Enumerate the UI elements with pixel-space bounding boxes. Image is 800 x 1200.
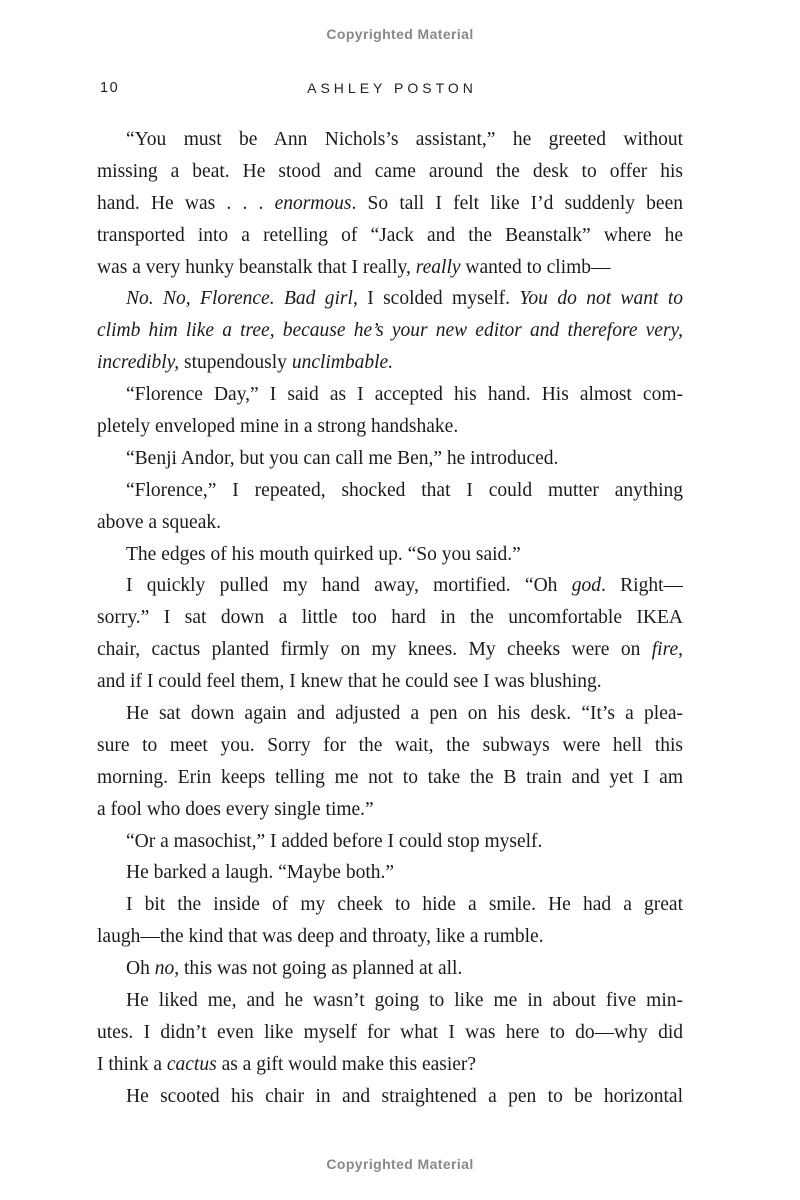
text-line: climb him like a tree, because he’s your new editor and therefore very, [97,320,683,342]
text-line: a fool who does every single time.” [97,798,374,820]
page-header [97,80,683,100]
text-line: laugh—the kind that was deep and throaty, like a rumble. [97,926,544,948]
running-head-author: ASHLEY POSTON [307,80,477,96]
body-text [97,124,683,1113]
text-line: “Florence,” I repeated, shocked that I could mutter anything [126,479,683,501]
text-line: and if I could feel them, I knew that he could see I was blushing. [97,671,602,693]
copyright-notice-top: Copyrighted Material [326,26,474,42]
text-line: morning. Erin keeps telling me not to take the B train and yet I am [97,766,683,788]
text-line: He scooted his chair in and straightened a pen to be horizontal [126,1085,683,1107]
text-line: chair, cactus planted firmly on my knees. My cheeks were on fire, [97,639,683,661]
text-line: He liked me, and he wasn’t going to like me in about five min- [126,990,683,1012]
text-line: hand. He was . . . enormous. So tall I felt like I’d suddenly been [97,192,683,214]
text-line: He barked a laugh. “Maybe both.” [126,862,395,884]
text-line: missing a beat. He stood and came around the desk to offer his [97,160,683,182]
text-line: sure to meet you. Sorry for the wait, the subways were hell this [97,734,683,756]
text-line: I quickly pulled my hand away, mortified. “Oh god. Right— [126,575,683,597]
text-line: above a squeak. [97,511,221,533]
text-line: Oh no, this was not going as planned at all. [126,958,463,980]
text-line: “Florence Day,” I said as I accepted his hand. His almost com- [126,384,683,406]
text-line: utes. I didn’t even like myself for what I was here to do—why did [97,1021,683,1043]
text-line: No. No, Florence. Bad girl, I scolded myself. You do not want to [126,288,683,310]
page-number: 10 [100,80,120,96]
copyright-notice-bottom: Copyrighted Material [326,1156,474,1172]
text-line: I bit the inside of my cheek to hide a smile. He had a great [126,894,683,916]
text-line: I think a cactus as a gift would make this easier? [97,1053,477,1075]
text-line: “Benji Andor, but you can call me Ben,” he introduced. [126,447,559,469]
text-line: sorry.” I sat down a little too hard in the uncomfortable IKEA [97,607,683,629]
text-line: “You must be Ann Nichols’s assistant,” he greeted without [126,129,683,150]
text-line: transported into a retelling of “Jack and the Beanstalk” where he [97,224,683,246]
text-line: was a very hunky beanstalk that I really, really wanted to climb— [97,256,611,278]
text-line: He sat down again and adjusted a pen on his desk. “It’s a plea- [126,703,683,725]
text-line: The edges of his mouth quirked up. “So you said.” [126,543,521,565]
text-line: “Or a masochist,” I added before I could stop myself. [126,830,543,852]
text-line: pletely enveloped mine in a strong handshake. [97,416,459,438]
text-line: incredibly, stupendously unclimbable. [97,352,394,374]
